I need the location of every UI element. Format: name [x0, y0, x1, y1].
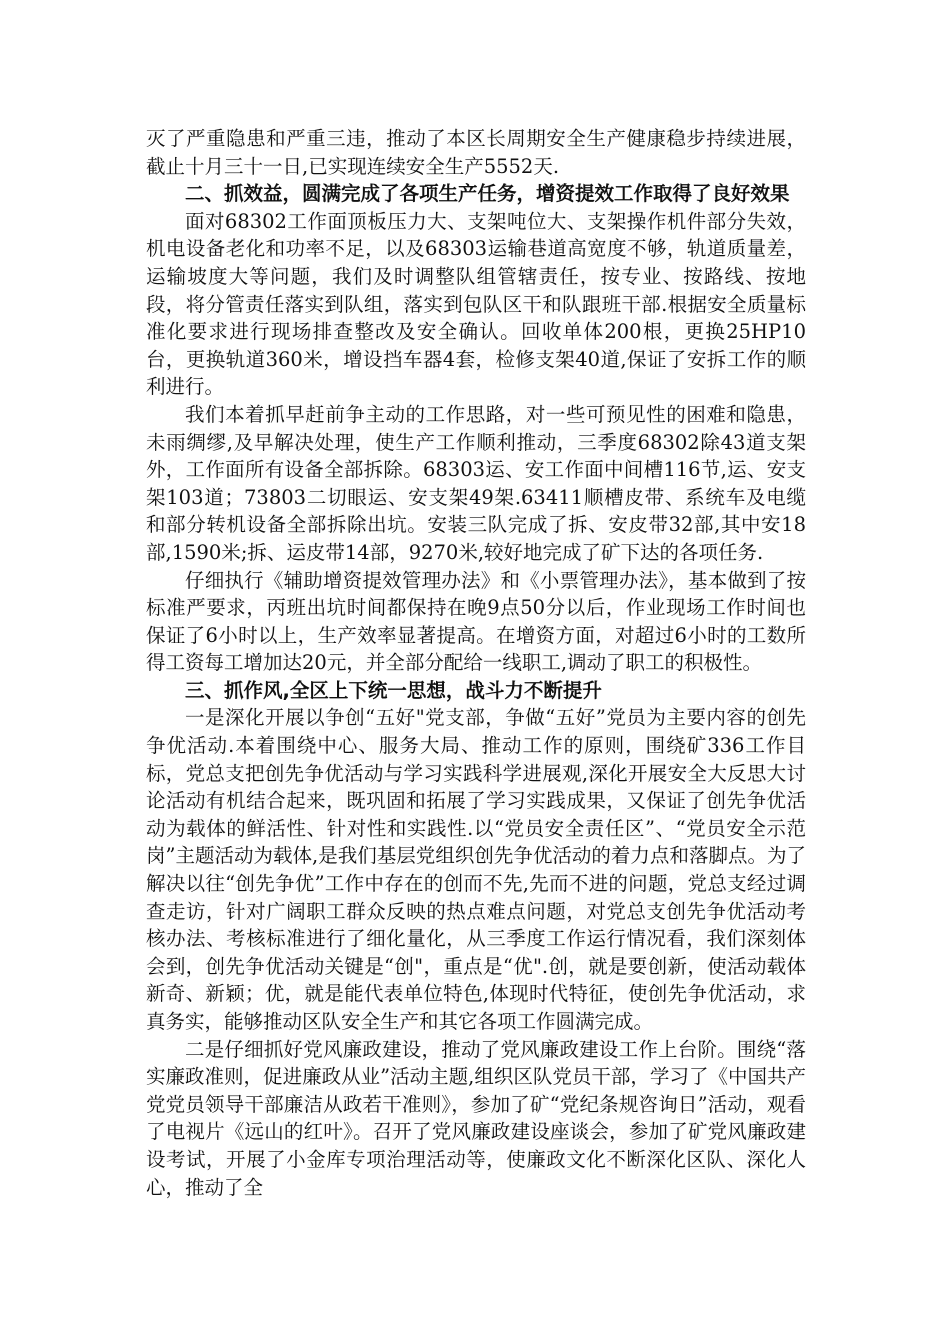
paragraph-continued: 灭了严重隐患和严重三违，推动了本区长周期安全生产健康稳步持续进展，截止十月三十一日,已实现连续安全生产5552天. — [146, 127, 806, 178]
paragraph-equipment-issues: 面对68302工作面顶板压力大、支架吨位大、支架操作机件部分失效，机电设备老化和功率不足，以及68303运输巷道高宽度不够，轨道质量差，运输坡度大等问题，我们及时调整队组管辖责任，按专业、按路线、按地段，将分管责任落实到队组，落实到包队区干和队跟班干部.根据安全质量标准化要求进行现场排查整改及安全确认。回收单体200根，更换25HP10台，更换轨道360米，增设挡车器4套，检修支架40道,保证了安拆工作的顺利进行。 — [146, 209, 806, 399]
paragraph-production-progress: 我们本着抓早赶前争主动的工作思路，对一些可预见性的困难和隐患，未雨绸缪,及早解决处理，使生产工作顺利推动，三季度68302除43道支架外，工作面所有设备全部拆除。68303运、安工作面中间槽116节,运、安支架103道；73803二切眼运、安支架49架.63411顺槽皮带、系统车及电缆和部分转机设备全部拆除出坑。安装三队完成了拆、安皮带32部,其中安18部,1590米;拆、运皮带14部，9270米,较好地完成了矿下达的各项任务. — [146, 402, 806, 564]
document-page — [146, 125, 806, 1201]
section-heading-3: 三、抓作风,全区上下统一思想，战斗力不断提升 — [185, 678, 602, 702]
section-heading-2: 二、抓效益，圆满完成了各项生产任务，增资提效工作取得了良好效果 — [185, 182, 790, 206]
paragraph-management-measures: 仔细执行《辅助增资提效管理办法》和《小票管理办法》，基本做到了按标准严要求，丙班出坑时间都保持在晚9点50分以后，作业现场工作时间也保证了6小时以上，生产效率显著提高。在增资方面，对超过6小时的工数所得工资每工增加达20元，并全部分配给一线职工,调动了职工的积极性。 — [146, 568, 806, 675]
paragraph-anti-corruption: 二是仔细抓好党风廉政建设，推动了党风廉政建设工作上台阶。围绕“落实廉政准则，促进廉政从业”活动主题,组织区队党员干部，学习了《中国共产党党员领导干部廉洁从政若干准则》，参加了矿“党纪条规咨询日”活动，观看了电视片《远山的红叶》。召开了党风廉政建设座谈会，参加了矿党风廉政建设考试，开展了小金库专项治理活动等，使廉政文化不断深化区队、深化人心，推动了全 — [146, 1037, 806, 1199]
paragraph-party-activities: 一是深化开展以争创“五好"党支部，争做“五好”党员为主要内容的创先争优活动.本着围绕中心、服务大局、推动工作的原则，围绕矿336工作目标，党总支把创先争优活动与学习实践科学进展观,深化开展安全大反思大讨论活动有机结合起来，既巩固和拓展了学习实践成果，又保证了创先争优活动为载体的鲜活性、针对性和实践性.以“党员安全责任区”、“党员安全示范岗”主题活动为载体,是我们基层党组织创先争优活动的着力点和落脚点。为了解决以往“创先争优”工作中存在的创而不先,先而不进的问题，党总支经过调查走访，针对广阔职工群众反映的热点难点问题，对党总支创先争优活动考核办法、考核标准进行了细化量化，从三季度工作运行情况看，我们深刻体会到，创先争优活动关键是“创"，重点是“优".创，就是要创新，使活动载体新奇、新颖；优，就是能代表单位特色,体现时代特征，使创先争优活动，求真务实，能够推动区队安全生产和其它各项工作圆满完成。 — [146, 706, 806, 1033]
